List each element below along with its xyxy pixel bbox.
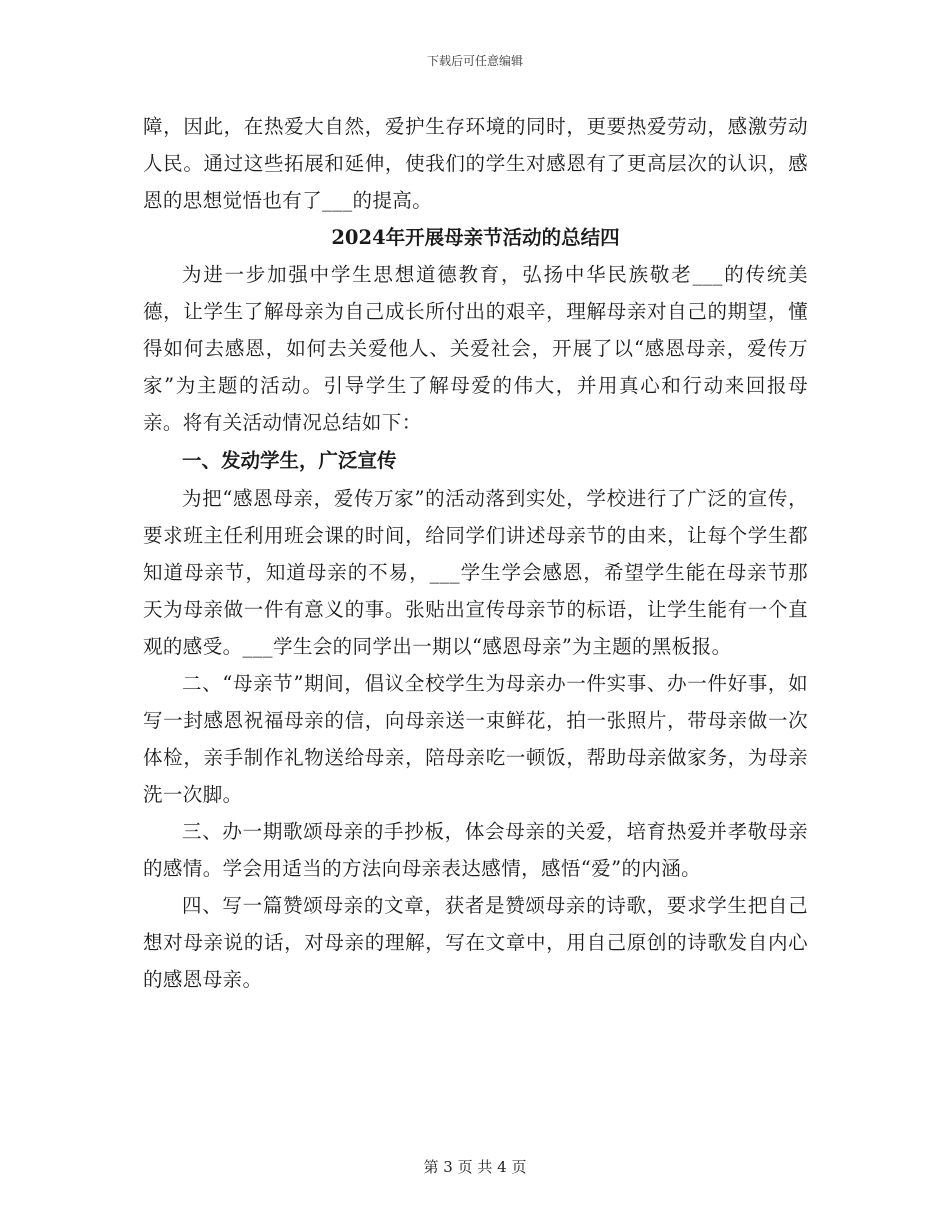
document-body — [143, 108, 808, 998]
paragraph-publicity: 为把“感恩母亲，爱传万家”的活动落到实处，学校进行了广泛的宣传，要求班主任利用班会课的时间，给同学们讲述母亲节的由来，让每个学生都知道母亲节，知道母亲的不易，___学生学会感恩，希望学生能在母亲节那天为母亲做一件有意义的事。张贴出宣传母亲节的标语，让学生能有一个直观的感受。___学生会的同学出一期以“感恩母亲”为主题的黑板报。 — [143, 487, 808, 658]
paragraph-item-4: 四、写一篇赞颂母亲的文章，获者是赞颂母亲的诗歌，要求学生把自己想对母亲说的话，对母亲的理解，写在文章中，用自己原创的诗歌发自内心的感恩母亲。 — [143, 894, 808, 991]
page-header: 下载后可任意编辑 — [426, 54, 523, 68]
section-title: 2024年开展母亲节活动的总结四 — [331, 226, 620, 249]
paragraph-item-2: 二、“母亲节”期间，倡议全校学生为母亲办一件实事、办一件好事，如写一封感恩祝福母亲的信，向母亲送一束鲜花，拍一张照片，带母亲做一次体检，亲手制作礼物送给母亲，陪母亲吃一顿饭，帮助母亲做家务，为母亲洗一次脚。 — [143, 672, 808, 806]
paragraph-intro: 为进一步加强中学生思想道德教育，弘扬中华民族敬老___的传统美德，让学生了解母亲为自己成长所付出的艰辛，理解母亲对自己的期望，懂得如何去感恩，如何去关爱他人、关爱社会，开展了以“感恩母亲，爱传万家”为主题的活动。引导学生了解母爱的伟大，并用真心和行动来回报母亲。将有关活动情况总结如下： — [143, 263, 808, 434]
paragraph-item-3: 三、办一期歌颂母亲的手抄板，体会母亲的关爱，培育热爱并孝敬母亲的感情。学会用适当的方法向母亲表达感情，感悟“爱”的内涵。 — [143, 820, 808, 880]
paragraph-continuation: 障，因此，在热爱大自然，爱护生存环境的同时，更要热爱劳动，感激劳动人民。通过这些拓展和延伸，使我们的学生对感恩有了更高层次的认识，感恩的思想觉悟也有了___的提高。 — [143, 115, 808, 212]
subheading-1: 一、发动学生，广泛宣传 — [182, 449, 397, 472]
page-footer: 第 3 页 共 4 页 — [423, 1158, 527, 1176]
